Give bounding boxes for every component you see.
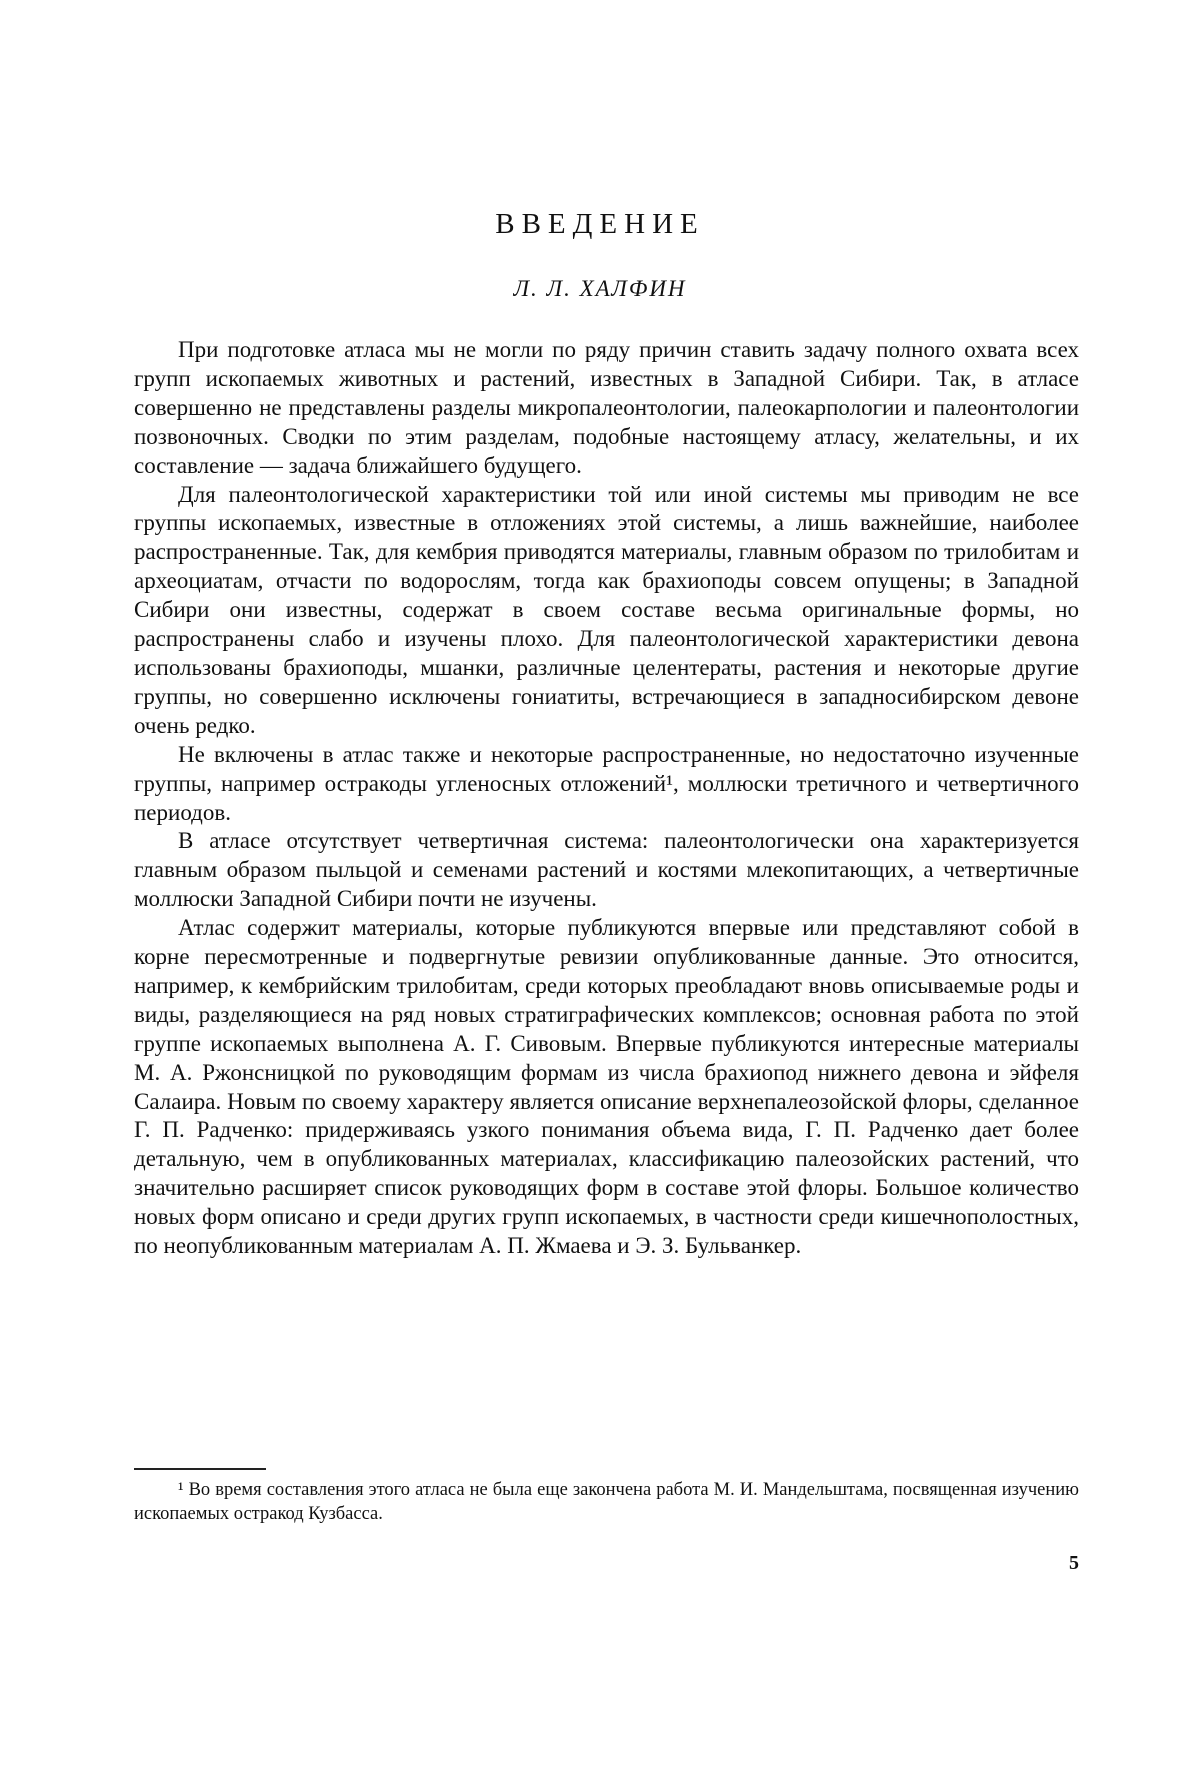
page-number: 5 — [1069, 1552, 1079, 1574]
footnote-divider — [134, 1468, 266, 1470]
paragraph: При подготовке атласа мы не могли по ряду причин ставить задачу полного охвата всех групп ископаемых животных и растений, известных в Западной Сибири. Так, в атласе совершенно не представлены разделы микропалеонтологии, палеокарпологии и палеонтологии позвоночных. Сводки по этим разделам, подобные настоящему атласу, желательны, и их составление — задача ближайшего будущего. — [134, 337, 1079, 478]
paragraph: Не включены в атлас также и некоторые распространенные, но недостаточно изученные группы, например остракоды угленосных отложений¹, моллюски третичного и четвертичного периодов. — [134, 741, 1079, 825]
paragraph: В атласе отсутствует четвертичная система: палеонтологически она характеризуется главным образом пыльцой и семенами растений и костями млекопитающих, а четвертичные моллюски Западной Сибири почти не изучены. — [134, 828, 1079, 912]
paragraph: Атлас содержит материалы, которые публикуются впервые или представляют собой в корне пересмотренные и подвергнутые ревизии опубликованные данные. Это относится, например, к кембрийским трилобитам, среди которых преобладают вновь описываемые роды и виды, разделяющиеся на ряд новых стратиграфических комплексов; основная работа по этой группе ископаемых выполнена А. Г. Сивовым. Впервые публикуются интересные материалы М. А. Ржонсницкой по руководящим формам из числа брахиопод нижнего девона и эйфеля Салаира. Новым по своему характеру является описание верхнепалеозойской флоры, сделанное Г. П. Радченко: придерживаясь узкого понимания объема вида, Г. П. Радченко дает более детальную, чем в опубликованных материалах, классификацию палеозойских растений, что значительно расширяет список руководящих форм в составе этой флоры. Большое количество новых форм описано и среди других групп ископаемых, в частности среди кишечнополостных, по неопубликованным материалам А. П. Жмаева и Э. З. Бульванкер. — [134, 915, 1079, 1259]
footnote: ¹ Во время составления этого атласа не была еще закончена работа М. И. Мандельштама, посвященная изучению ископаемых остракод Кузбасса. — [134, 1480, 1079, 1524]
paragraph: Для палеонтологической характеристики той или иной системы мы приводим не все группы ископаемых, известные в отложениях этой системы, а лишь важнейшие, наиболее распространенные. Так, для кембрия приводятся материалы, главным образом по трилобитам и археоциатам, отчасти по водорослям, тогда как брахиоподы совсем опущены; в Западной Сибири они известны, содержат в своем составе весьма оригинальные формы, но распространены слабо и изучены плохо. Для палеонтологической характеристики девона использованы брахиоподы, мшанки, различные целентераты, растения и некоторые другие группы, но совершенно исключены гониатиты, встречающиеся в западносибирском девоне очень редко. — [134, 481, 1079, 738]
chapter-title: ВВЕДЕНИЕ — [495, 208, 705, 240]
body-text — [134, 336, 1079, 1261]
chapter-author: Л. Л. ХАЛФИН — [513, 276, 687, 301]
